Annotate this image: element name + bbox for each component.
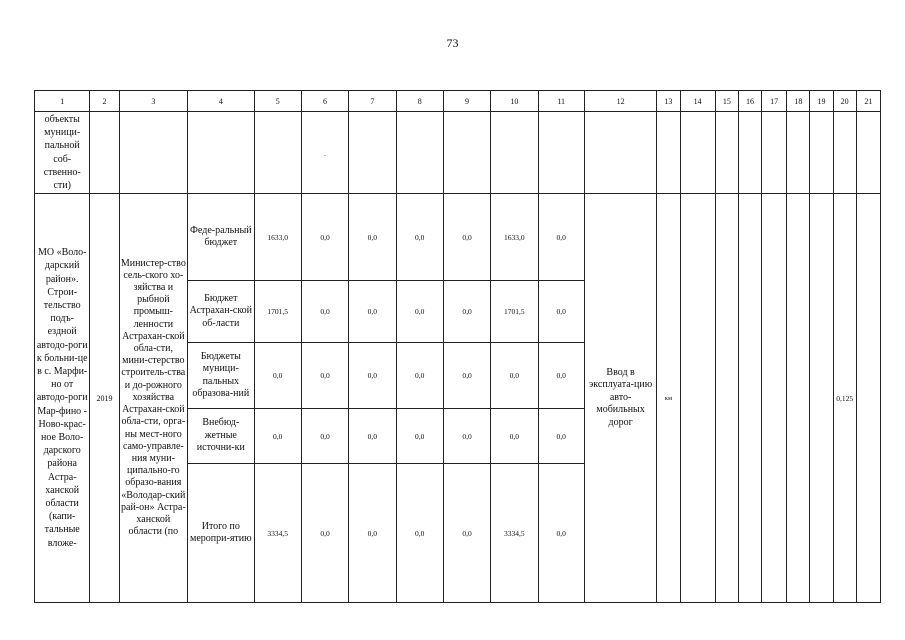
value-cell: 0,0 (443, 343, 490, 409)
value-cell: 0,0 (491, 343, 538, 409)
col-header-21: 21 (856, 91, 880, 112)
prev-object-cell: объекты муници-пальной соб-ственно-сти) (35, 112, 90, 194)
value-cell: 1701,5 (254, 281, 301, 343)
col-header-2: 2 (90, 91, 119, 112)
funding-source-cell: Бюджет Астрахан-ской об-ласти (188, 281, 254, 343)
value-cell: 0,0 (301, 194, 348, 281)
value-cell: 0,0 (538, 343, 584, 409)
value-cell: 0,0 (301, 409, 348, 464)
header-row (35, 91, 881, 112)
value-cell: 3334,5 (254, 464, 301, 603)
col-header-3: 3 (119, 91, 187, 112)
value-cell: 0,0 (254, 409, 301, 464)
table-row (35, 194, 881, 281)
funding-source-cell: Внебюд-жетные источни-ки (188, 409, 254, 464)
value-cell: 0,0 (491, 409, 538, 464)
value-cell: 0,0 (349, 409, 396, 464)
col-header-8: 8 (396, 91, 443, 112)
executors-cell: Министер-ство сель-ского хо-зяйства и рыбной промыш-ленности Астрахан-ской обла-сти, мини-стерство строитель-ства и до-рожного хозяйства Астрахан-ской обла-сти, орга-ны мест-ного само-управле-ния муни-ципально-го образо-вания «Володар-ский рай-он» Астра-ханской области (по (119, 194, 187, 603)
col-header-15: 15 (715, 91, 738, 112)
value-cell: 0,0 (443, 281, 490, 343)
program-table (34, 90, 881, 603)
value-cell: 0,0 (301, 281, 348, 343)
col-header-17: 17 (762, 91, 787, 112)
col-header-7: 7 (349, 91, 396, 112)
value-cell: 0,0 (538, 409, 584, 464)
col-header-18: 18 (787, 91, 810, 112)
funding-source-cell: Феде-ральный бюджет (188, 194, 254, 281)
value-cell: 0,0 (538, 194, 584, 281)
value-cell: 0,0 (443, 409, 490, 464)
value-cell: 0,0 (349, 343, 396, 409)
value-col20-cell: 0,125 (833, 194, 856, 603)
value-cell: 0,0 (349, 194, 396, 281)
value-cell: 0,0 (349, 464, 396, 603)
col-header-20: 20 (833, 91, 856, 112)
dash-mark: - (323, 150, 327, 159)
value-cell: 1633,0 (491, 194, 538, 281)
value-cell: 0,0 (443, 194, 490, 281)
indicator-cell: Ввод в эксплуата-цию авто-мобильных дорог (584, 194, 657, 603)
col-header-1: 1 (35, 91, 90, 112)
col-header-5: 5 (254, 91, 301, 112)
col-header-9: 9 (443, 91, 490, 112)
value-cell: 0,0 (538, 464, 584, 603)
item-name-cell: МО «Воло-дарский район». Строи-тельство подъ-ездной автодо-роги к больни-це в с. Марфи-но от автодо-роги Мар-фино - Ново-крас-ное Воло-дарского района Астра-ханской области (капи-тальные вложе- (35, 194, 90, 603)
value-cell: 0,0 (396, 281, 443, 343)
col-header-19: 19 (810, 91, 833, 112)
value-cell: 3334,5 (491, 464, 538, 603)
funding-source-cell: Бюджеты муници-пальных образова-ний (188, 343, 254, 409)
value-cell: 0,0 (443, 464, 490, 603)
unit-cell: км (657, 194, 680, 603)
col-header-14: 14 (680, 91, 715, 112)
year-cell: 2019 (90, 194, 119, 603)
col-header-4: 4 (188, 91, 254, 112)
col-header-11: 11 (538, 91, 584, 112)
col-header-6: 6 (301, 91, 348, 112)
value-cell: 0,0 (396, 194, 443, 281)
page-number: 73 (446, 36, 459, 50)
col-header-10: 10 (491, 91, 538, 112)
value-cell: 0,0 (396, 464, 443, 603)
value-cell: 0,0 (301, 464, 348, 603)
value-cell: 0,0 (254, 343, 301, 409)
continuation-row (35, 112, 881, 194)
col-header-16: 16 (738, 91, 761, 112)
value-cell: 0,0 (538, 281, 584, 343)
value-cell: 0,0 (349, 281, 396, 343)
funding-source-cell: Итого по меропри-ятию (188, 464, 254, 603)
col-header-13: 13 (657, 91, 680, 112)
value-cell: 0,0 (396, 343, 443, 409)
value-cell: 1701,5 (491, 281, 538, 343)
value-cell: 1633,0 (254, 194, 301, 281)
value-cell: 0,0 (301, 343, 348, 409)
value-cell: 0,0 (396, 409, 443, 464)
col-header-12: 12 (584, 91, 657, 112)
